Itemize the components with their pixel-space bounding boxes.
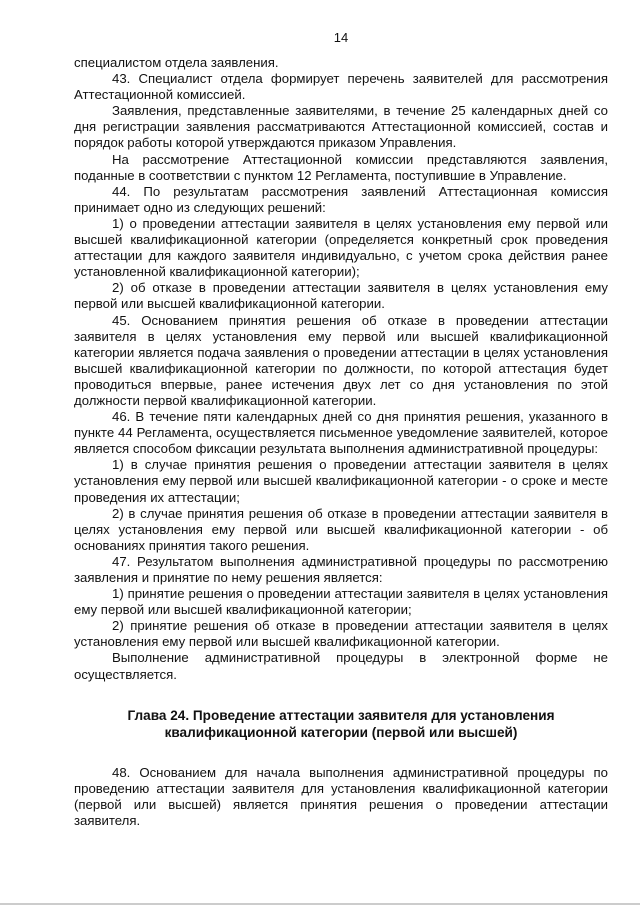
paragraph: 2) об отказе в проведении аттестации заявителя в целях установления ему первой или высшей квалификационной категории. (74, 280, 608, 312)
paragraph: 1) принятие решения о проведении аттестации заявителя в целях установления ему первой или высшей квалификационной категории; (74, 586, 608, 618)
paragraph: 2) в случае принятия решения об отказе в проведении аттестации заявителя в целях установления ему первой или высшей квалификационной категории - об основаниях принятия такого решения. (74, 505, 608, 553)
paragraph: 47. Результатом выполнения административной процедуры по рассмотрению заявления и принятие по нему решения является: (74, 553, 608, 585)
chapter-heading-line-2: квалификационной категории (первой или высшей) (164, 724, 518, 740)
document-page (74, 30, 608, 829)
paragraph: Выполнение административной процедуры в электронной форме не осуществляется. (74, 650, 608, 682)
paragraph: 44. По результатам рассмотрения заявлений Аттестационная комиссия принимает одно из следующих решений: (74, 183, 608, 215)
page-number: 14 (333, 30, 349, 45)
paragraph: 1) в случае принятия решения о проведении аттестации заявителя в целях установления ему первой или высшей квалификационной категории - о сроке и месте проведения их аттестации; (74, 457, 608, 505)
body-text (74, 55, 608, 683)
chapter-heading (74, 707, 608, 741)
paragraph: специалистом отдела заявления. (74, 55, 279, 70)
chapter-heading-line-1: Глава 24. Проведение аттестации заявителя для установления (127, 707, 555, 723)
paragraph: Заявления, представленные заявителями, в течение 25 календарных дней со дня регистрации заявления рассматриваются Аттестационной комиссией, состав и порядок работы которой утверждаются приказом Управления. (74, 103, 608, 151)
paragraph-48: 48. Основанием для начала выполнения административной процедуры по проведению аттестации заявителя для установления квалификационной категории (первой или высшей) является принятия решения о проведении аттестации заявителя. (74, 764, 608, 828)
paragraph: 2) принятие решения об отказе в проведении аттестации заявителя в целях установления ему первой или высшей квалификационной категории. (74, 618, 608, 650)
paragraph: На рассмотрение Аттестационной комиссии представляются заявления, поданные в соответствии с пунктом 12 Регламента, поступившие в Управление. (74, 151, 608, 183)
paragraph: 46. В течение пяти календарных дней со дня принятия решения, указанного в пункте 44 Регламента, осуществляется письменное уведомление заявителей, которое является способом фиксации результата выполнения административной процедуры: (74, 409, 608, 457)
paragraph: 43. Специалист отдела формирует перечень заявителей для рассмотрения Аттестационной комиссией. (74, 71, 608, 103)
paragraph: 1) о проведении аттестации заявителя в целях установления ему первой или высшей квалификационной категории (определяется конкретный срок проведения аттестации для каждого заявителя индивидуально, с учетом срока действия ранее установленной квалификационной категории); (74, 215, 608, 280)
paragraph: 45. Основанием принятия решения об отказе в проведении аттестации заявителя в целях установления ему первой или высшей квалификационной категории является подача заявления о проведении аттестации в целях установления высшей квалификационной категории по должности, по которой аттестация будет проводиться впервые, ранее истечения двух лет со дня установления по этой должности первой квалификационной категории. (74, 312, 608, 408)
